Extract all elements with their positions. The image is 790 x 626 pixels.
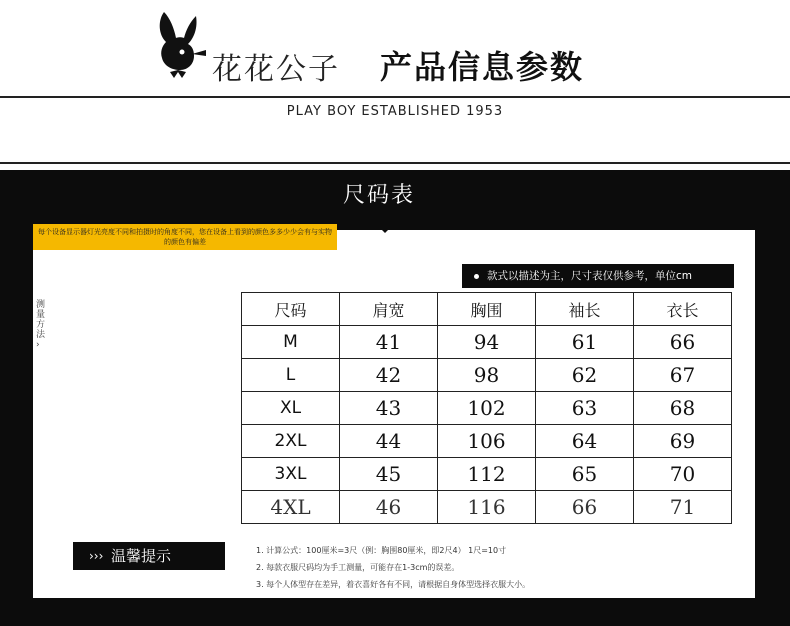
tab-pointer	[376, 224, 394, 233]
info-notice-text: 款式以描述为主，尺寸表仅供参考，单位cm	[487, 270, 693, 282]
cell-length: 66	[634, 326, 732, 359]
cell-sleeve: 66	[536, 491, 634, 524]
table-row	[242, 458, 732, 491]
table-row	[242, 491, 732, 524]
table-row	[242, 326, 732, 359]
cell-sleeve: 65	[536, 458, 634, 491]
cell-size: L	[242, 359, 340, 392]
divider-bottom	[0, 162, 790, 164]
header-shoulder: 肩宽	[340, 293, 438, 326]
divider-top	[0, 96, 790, 98]
tips-label: 温馨提示	[111, 547, 172, 565]
table-header-row	[242, 293, 732, 326]
cell-sleeve: 62	[536, 359, 634, 392]
tip-note: 2. 每款衣服尺码均为手工测量，可能存在1-3cm的误差。	[256, 563, 460, 572]
measure-method-label	[36, 300, 50, 350]
measure-arrow-icon: ›	[36, 340, 40, 350]
bullet-icon	[474, 274, 479, 279]
cell-chest: 94	[438, 326, 536, 359]
cell-shoulder: 42	[340, 359, 438, 392]
cell-sleeve: 64	[536, 425, 634, 458]
cell-shoulder: 45	[340, 458, 438, 491]
tip-note: 3. 每个人体型存在差异，着衣喜好各有不同，请根据自身体型选择衣服大小。	[256, 580, 531, 589]
tips-notes	[256, 542, 530, 593]
cell-chest: 106	[438, 425, 536, 458]
tip-note: 1. 计算公式：100厘米=3尺（例：胸围80厘米，即2尺4） 1尺=10寸	[256, 546, 507, 555]
cell-length: 70	[634, 458, 732, 491]
cell-chest: 112	[438, 458, 536, 491]
info-notice	[462, 264, 734, 288]
size-table	[241, 292, 732, 524]
table-row	[242, 392, 732, 425]
bunny-logo-icon	[152, 10, 208, 82]
cell-chest: 102	[438, 392, 536, 425]
cell-size: 2XL	[242, 425, 340, 458]
brand-name: 花花公子	[212, 52, 340, 87]
color-notice: 每个设备显示器灯光亮度不同和拍摄时的角度不同，您在设备上看到的颜色多多少少会有与实物的颜色有偏差	[33, 224, 337, 250]
cell-shoulder: 44	[340, 425, 438, 458]
cell-size: 3XL	[242, 458, 340, 491]
cell-chest: 98	[438, 359, 536, 392]
cell-size: 4XL	[242, 491, 340, 524]
cell-size: XL	[242, 392, 340, 425]
chevron-right-icon: ›››	[89, 549, 104, 563]
tab-title: 尺码表	[342, 183, 415, 208]
table-row	[242, 359, 732, 392]
cell-sleeve: 63	[536, 392, 634, 425]
cell-length: 68	[634, 392, 732, 425]
header-sleeve: 袖长	[536, 293, 634, 326]
cell-sleeve: 61	[536, 326, 634, 359]
header-length: 衣长	[634, 293, 732, 326]
cell-shoulder: 41	[340, 326, 438, 359]
header-chest: 胸围	[438, 293, 536, 326]
cell-shoulder: 43	[340, 392, 438, 425]
cell-length: 71	[634, 491, 732, 524]
tips-badge	[73, 542, 225, 570]
table-row	[242, 425, 732, 458]
cell-size: M	[242, 326, 340, 359]
cell-shoulder: 46	[340, 491, 438, 524]
cell-chest: 116	[438, 491, 536, 524]
measure-method-text: 测量方法	[36, 300, 46, 340]
cell-length: 67	[634, 359, 732, 392]
header-size: 尺码	[242, 293, 340, 326]
subtitle: PLAY BOY ESTABLISHED 1953	[286, 104, 504, 119]
cell-length: 69	[634, 425, 732, 458]
page-title: 产品信息参数	[380, 48, 585, 86]
